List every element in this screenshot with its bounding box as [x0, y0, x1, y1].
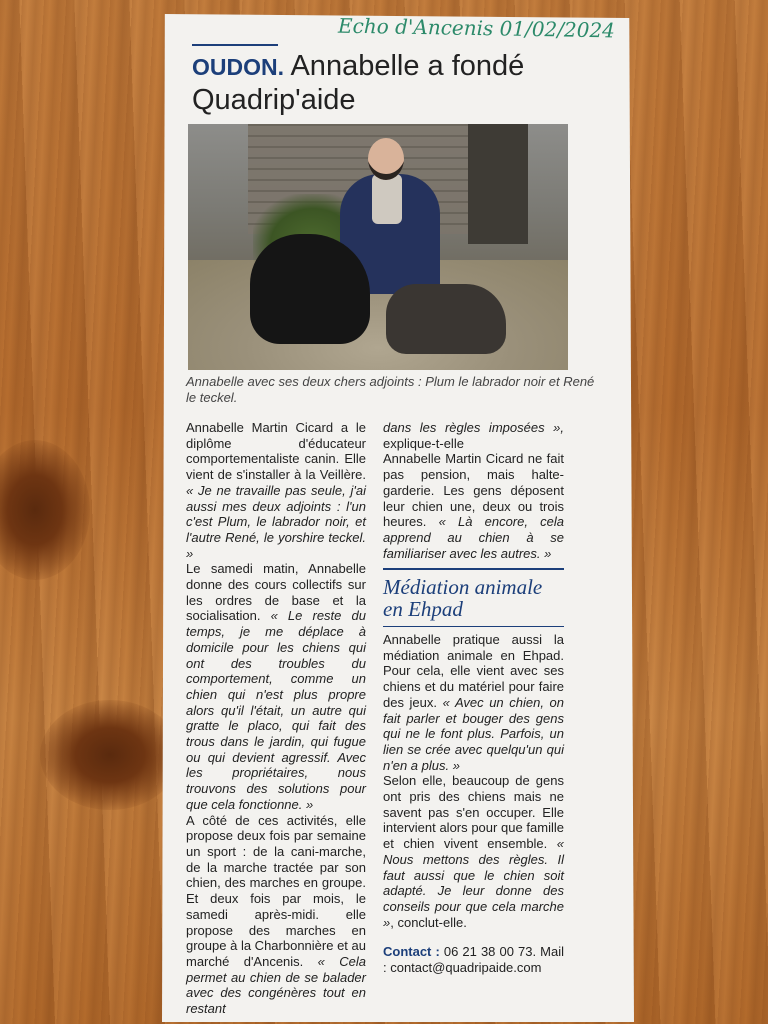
- photo-black-labrador: [250, 234, 370, 344]
- headline: [192, 50, 612, 117]
- paragraph: A côté de ces activités, elle propose deux fois par semaine un sport : de la cani-marche, de la marche tractée par son chien, des marches en groupe. Et deux fois par mois, le samedi après-midi. elle propose des marches en groupe à la Charbonnière et au marché d'Ancenis.: [186, 812, 366, 969]
- paragraph: Le samedi matin, Annabelle donne des cours collectifs sur les ordres de base et la socialisation.: [186, 561, 366, 624]
- paragraph: explique-t-elle: [383, 435, 464, 451]
- section-subhead: [383, 568, 564, 627]
- wood-knot: [0, 440, 90, 580]
- handwritten-note: Echo d'Ancenis 01/02/2024: [337, 13, 616, 43]
- subhead-rule: [383, 626, 564, 627]
- paragraph: Selon elle, beaucoup de gens ont pris des chiens mais ne savent pas s'en occuper. Elle intervient alors pour que famille et chien vivent ensemble.: [383, 773, 564, 852]
- photo-door: [468, 124, 528, 244]
- photo-teckel: [386, 284, 506, 354]
- quote: « Nous mettons des règles. Il faut aussi que le chien soit adapté. Je leur donne des conseils pour que cela marche »: [383, 836, 564, 930]
- article-column-right-bottom: [383, 632, 564, 976]
- contact-text: 06 21 38 00 73. Mail : contact@quadripaide.com: [383, 944, 564, 976]
- headline-title: Annabelle a fondé Quadrip'aide: [192, 50, 525, 116]
- contact-label: Contact :: [383, 944, 440, 960]
- headline-rule: [192, 44, 278, 46]
- quote: « Le reste du temps, je me déplace à domicile pour les chiens qui ont des troubles du comportement, comme un chien qui n'est plus propre alors qu'il l'était, un autre qui gratte le placo, qui fait des trous dans le jardin, qui fugue ou qui devient agressif. Avec les propriétaires, nous trouvons des solutions pour que cela fonctionne. »: [186, 608, 366, 812]
- quote: dans les règles imposées »,: [383, 420, 564, 435]
- paragraph: Annabelle Martin Cicard a le diplôme d'éducateur comportementaliste canin. Elle vient de s'installer à la Veillère.: [186, 420, 366, 483]
- quote: « Là encore, cela apprend au chien à se familiariser avec les autres. »: [383, 514, 564, 561]
- article-column-left: [186, 420, 366, 1017]
- photo-caption: Annabelle avec ses deux chers adjoints : Plum le labrador noir et René le teckel.: [186, 374, 595, 405]
- article-column-right-top: [383, 420, 564, 561]
- photo-scarf: [372, 174, 402, 224]
- wood-knot: [40, 700, 180, 810]
- quote: « Avec un chien, on fait parler et bouger des gens qui ne le font plus. Parfois, un lien se crée avec quelqu'un qui n'en a plus. »: [383, 694, 564, 773]
- article-photo: [188, 124, 568, 370]
- quote: « Je ne travaille pas seule, j'ai aussi mes deux adjoints : l'un c'est Plum, le labrador noir, et l'autre René, le yorshire teckel. »: [186, 482, 366, 561]
- quote: « Cela permet au chien de se balader avec des congénères tout en restant: [186, 953, 366, 1017]
- paragraph: , conclut-elle.: [390, 914, 467, 930]
- photo-person-head: [368, 138, 404, 180]
- paragraph: Annabelle Martin Cicard ne fait pas pension, mais halte-garderie. Les gens déposent leur chien une, deux ou trois heures.: [383, 451, 564, 530]
- paragraph: Annabelle pratique aussi la médiation animale en Ehpad. Pour cela, elle vient avec ses chiens et du matériel pour faire des jeux.: [383, 632, 564, 710]
- subhead-title: Médiation animale en Ehpad: [383, 575, 543, 621]
- headline-place: OUDON.: [192, 54, 284, 80]
